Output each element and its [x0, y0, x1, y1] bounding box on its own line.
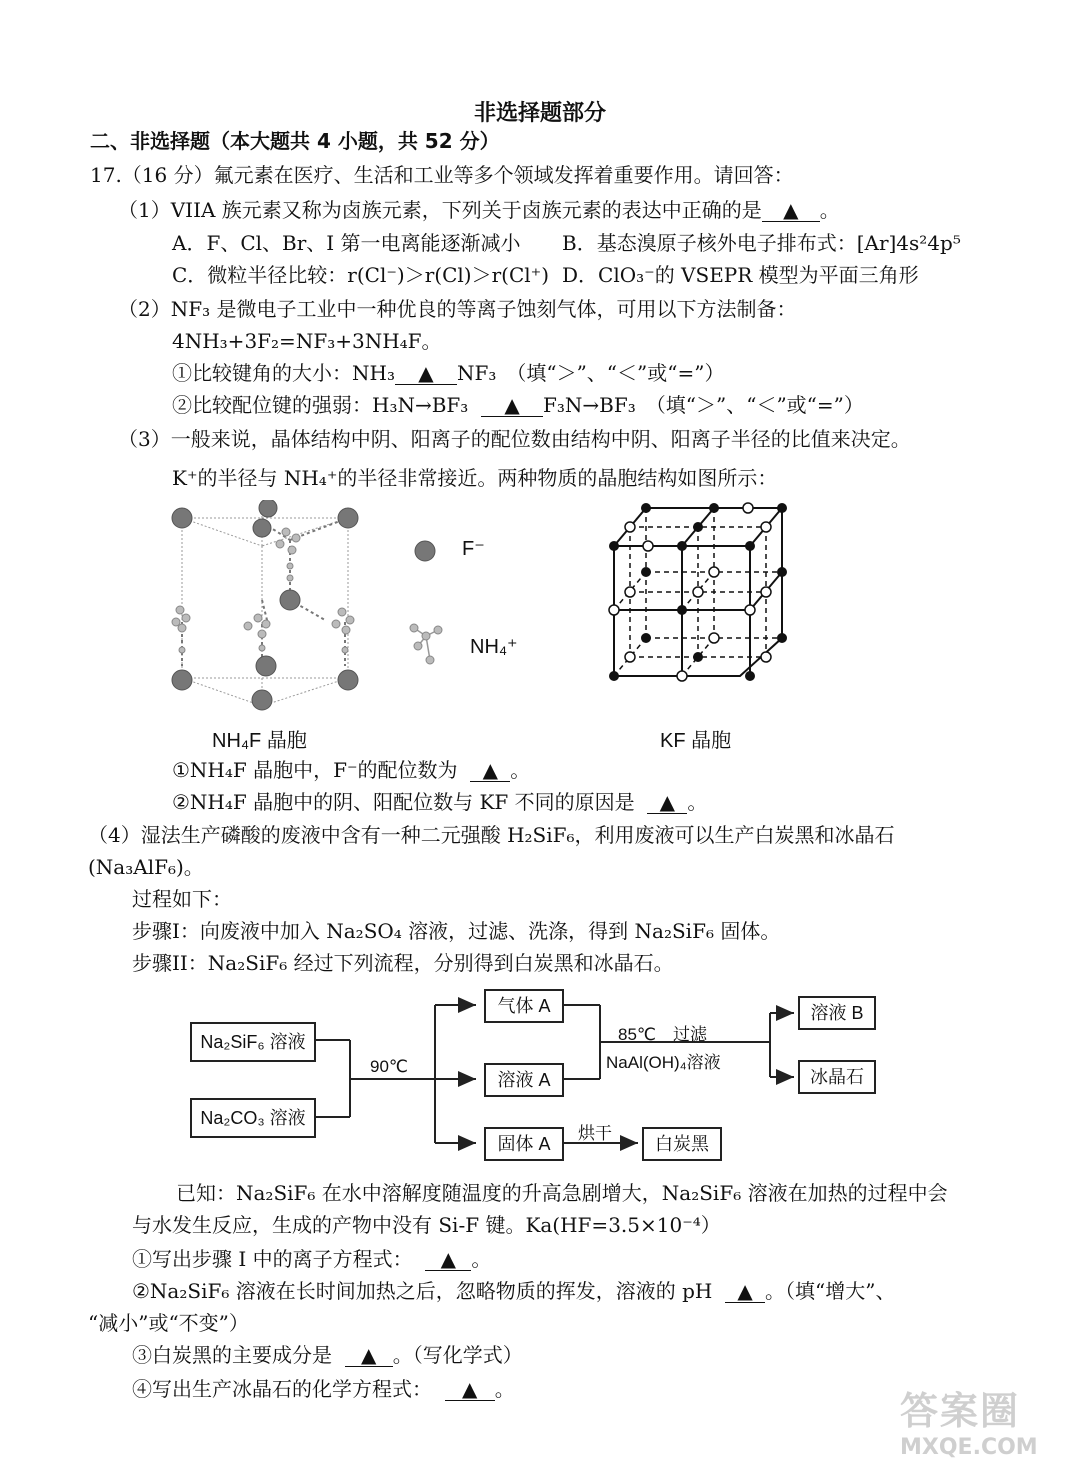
- q17-p1-text: （1）VIIA 族元素又称为卤族元素，下列关于卤族元素的表达中正确的是 ▲ 。: [118, 198, 840, 222]
- flow-box-na2co3: Na₂CO₃ 溶液: [190, 1098, 316, 1138]
- flow-box-na2sif6: Na₂SiF₆ 溶液: [190, 1022, 316, 1062]
- flow-cond-85c: 85℃ 过滤: [618, 1025, 708, 1044]
- q17-stem: 17.（16 分）氟元素在医疗、生活和工业等多个领域发挥着重要作用。请回答：: [90, 163, 794, 187]
- caption-nh4f: NH₄F 晶胞: [212, 730, 307, 752]
- option-a: A．F、Cl、Br、I 第一电离能逐渐减小: [172, 231, 521, 255]
- q17-p4-process: 过程如下：: [132, 887, 232, 911]
- nh4f-cell-figure: [150, 500, 380, 725]
- q17-p4-s3: ③白炭黑的主要成分是 ▲ 。（写化学式）: [132, 1343, 523, 1367]
- section-heading: 二、非选择题（本大题共 4 小题，共 52 分）: [90, 129, 500, 153]
- q17-p3-s1: ①NH₄F 晶胞中，F⁻的配位数为 ▲ 。: [172, 758, 531, 782]
- answer-blank[interactable]: ▲: [647, 791, 687, 814]
- q17-p4-step2: 步骤II：Na₂SiF₆ 经过下列流程，分别得到白炭黑和冰晶石。: [132, 951, 674, 975]
- q17-p3-text2: K⁺的半径与 NH₄⁺的半径非常接近。两种物质的晶胞结构如图所示：: [172, 466, 778, 490]
- answer-blank[interactable]: ▲: [481, 394, 543, 417]
- q17-p2-text: （2）NF₃ 是微电子工业中一种优良的等离子蚀刻气体，可用以下方法制备：: [118, 297, 797, 321]
- legend-f-label: F⁻: [462, 538, 485, 560]
- q17-p4-known1: 已知：Na₂SiF₆ 在水中溶解度随温度的升高急剧增大，Na₂SiF₆ 溶液在加热的过程中会: [176, 1181, 948, 1205]
- watermark-url: MXQE.COM: [900, 1435, 1038, 1460]
- q17-p2-equation: 4NH₃+3F₂=NF₃+3NH₄F。: [172, 329, 442, 353]
- q17-p2-s2: ②比较配位键的强弱：H₃N→BF₃ ▲ F₃N→BF₃ （填“＞”、“＜”或“=”）: [172, 393, 864, 417]
- q17-p3-text: （3）一般来说，晶体结构中阴、阳离子的配位数由结构中阴、阳离子半径的比值来决定。: [118, 427, 911, 451]
- q17-p4-s4: ④写出生产冰晶石的化学方程式： ▲ 。: [132, 1377, 515, 1401]
- q17-p4-known2: 与水发生反应，生成的产物中没有 Si-F 键。Ka(HF=3.5×10⁻⁴）: [132, 1213, 721, 1237]
- flow-box-silica: 白炭黑: [642, 1127, 722, 1161]
- flow-box-solution-b: 溶液 B: [798, 996, 876, 1030]
- flow-cond-naaloh4: NaAl(OH)₄溶液: [606, 1053, 721, 1072]
- watermark-text: 答案圈: [900, 1389, 1021, 1433]
- flow-cond-90c: 90℃: [370, 1057, 409, 1076]
- watermark-logo: [900, 1380, 1070, 1460]
- answer-blank[interactable]: ▲: [470, 759, 510, 782]
- q17-p4-step1: 步骤I：向废液中加入 Na₂SO₄ 溶液，过滤、洗涤，得到 Na₂SiF₆ 固体。: [132, 919, 781, 943]
- legend-nh4-label: NH₄⁺: [470, 636, 518, 658]
- flow-box-cryolite: 冰晶石: [798, 1060, 876, 1094]
- flow-box-solid-a: 固体 A: [484, 1127, 564, 1161]
- q17-p4-s1: ①写出步骤 I 中的离子方程式： ▲ 。: [132, 1247, 492, 1271]
- flow-box-solution-a: 溶液 A: [484, 1063, 564, 1097]
- nh4-ion-legend-icon: [406, 616, 446, 666]
- q17-p4-text2: (Na₃AlF₆)。: [88, 855, 204, 879]
- answer-blank[interactable]: ▲: [762, 199, 820, 222]
- option-c: C．微粒半径比较：r(Cl⁻)＞r(Cl)＞r(Cl⁺): [172, 263, 550, 287]
- q17-p4-s2-line2: “减小”或“不变”）: [88, 1311, 249, 1335]
- answer-blank[interactable]: ▲: [345, 1344, 393, 1367]
- caption-kf: KF 晶胞: [660, 730, 732, 752]
- kf-cell-figure: [606, 500, 796, 690]
- answer-blank[interactable]: ▲: [445, 1378, 495, 1401]
- section-title: 非选择题部分: [473, 101, 606, 126]
- answer-blank[interactable]: ▲: [725, 1280, 765, 1303]
- f-ion-legend-icon: [412, 538, 438, 564]
- q17-p4-text: （4）湿法生产磷酸的废液中含有一种二元强酸 H₂SiF₆，利用废液可以生产白炭黑和冰晶石: [88, 823, 895, 847]
- q17-p3-s2: ②NH₄F 晶胞中的阴、阳配位数与 KF 不同的原因是 ▲ 。: [172, 790, 708, 814]
- option-b: B．基态溴原子核外电子排布式：[Ar]4s²4p⁵: [562, 231, 961, 255]
- flow-box-gas-a: 气体 A: [484, 989, 564, 1023]
- answer-blank[interactable]: ▲: [395, 362, 457, 385]
- q17-p2-s1: ①比较键角的大小：NH₃ ▲ NF₃ （填“＞”、“＜”或“=”）: [172, 361, 725, 385]
- answer-blank[interactable]: ▲: [425, 1248, 471, 1271]
- flow-cond-dry: 烘干: [578, 1124, 612, 1143]
- q17-p4-s2: ②Na₂SiF₆ 溶液在长时间加热之后，忽略物质的挥发，溶液的 pH ▲ 。（填“增大”、: [132, 1279, 896, 1303]
- option-d: D．ClO₃⁻的 VSEPR 模型为平面三角形: [562, 263, 919, 287]
